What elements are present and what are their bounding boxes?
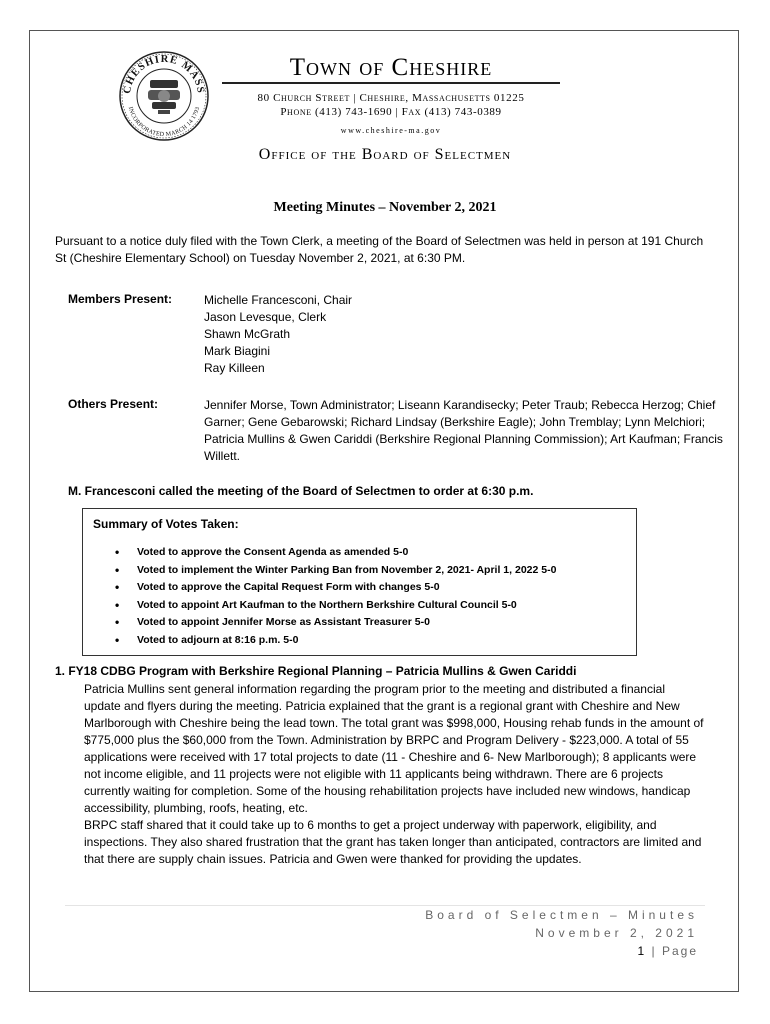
section-heading: 1. FY18 CDBG Program with Berkshire Regional Planning – Patricia Mullins & Gwen Cariddi bbox=[55, 664, 577, 678]
phone-fax-line: Phone (413) 743-1690 | Fax (413) 743-0389 bbox=[280, 106, 502, 118]
meeting-title: Meeting Minutes – November 2, 2021 bbox=[273, 200, 497, 215]
page-label: | Page bbox=[651, 944, 698, 958]
section-paragraph: Patricia Mullins sent general information regarding the program prior to the meeting and distributed a financial update and flyers during the meeting. Patricia explained that the grant is a regional grant with Cheshire and New Marlborough with Cheshire being the lead town. The total grant was $998,000, Housing rehab funds in the amount of $775,000 plus the $60,000 from the Town. Administration by BRPC and Program Delivery - $223,000. A total of 55 applications were received with 17 total projects to date (11 - Cheshire and 6- New Marlborough); 8 applicants were not income eligible, and 11 projects were not eligible with 11 applicants being withdrawn. There are 6 projects currently waiting for completion. Some of the housing rehabilitation projects have included new windows, handicap accessibility, plumbing, roofs, heating, etc. bbox=[84, 682, 704, 815]
section-paragraph: BRPC staff shared that it could take up to 6 months to get a project underway with paperwork, eligibility, and inspections. They also shared frustration that the grant has taken longer than anticipated, contractors are limited and that there are supply chain issues. Patricia and Gwen were thanked for providing the updates. bbox=[84, 818, 702, 866]
intro-paragraph: Pursuant to a notice duly filed with the Town Clerk, a meeting of the Board of Selectmen was held in person at 191 Church St (Cheshire Elementary School) on Tuesday November 2, 2021, at 6:30 PM. bbox=[55, 234, 704, 265]
page-number bbox=[637, 944, 698, 958]
others-label: Others Present: bbox=[68, 397, 159, 411]
member-name: Jason Levesque, Clerk bbox=[204, 310, 327, 324]
vote-item: • Voted to appoint Art Kaufman to the Northern Berkshire Cultural Council 5-0 bbox=[115, 597, 556, 615]
footer-rule bbox=[65, 905, 705, 906]
call-to-order: M. Francesconi called the meeting of the Board of Selectmen to order at 6:30 p.m. bbox=[68, 484, 534, 498]
footer-title: Board of Selectmen – Minutes bbox=[425, 908, 698, 922]
votes-title: Summary of Votes Taken: bbox=[93, 517, 239, 531]
address-line: 80 Church Street | Cheshire, Massachusetts 01225 bbox=[257, 92, 525, 104]
page-number-value: 1 bbox=[637, 944, 647, 958]
vote-item: • Voted to approve the Capital Request Form with changes 5-0 bbox=[115, 579, 556, 597]
vote-item: • Voted to approve the Consent Agenda as amended 5-0 bbox=[115, 544, 556, 562]
vote-item: • Voted to appoint Jennifer Morse as Assistant Treasurer 5-0 bbox=[115, 614, 556, 632]
member-name: Michelle Francesconi, Chair bbox=[204, 293, 353, 307]
header-rule bbox=[222, 82, 560, 84]
others-list: Jennifer Morse, Town Administrator; Liseann Karandisecky; Peter Traub; Rebecca Herzog; Chief Garner; Gene Gebarowski; Richard Lindsay (Berkshire Eagle); John Tremblay; Lynn Melchiori; Patricia Mullins & Gwen Cariddi (Berkshire Regional Planning Commission); Art Kaufman; Francis Willett. bbox=[204, 398, 723, 463]
members-label: Members Present: bbox=[68, 292, 173, 306]
votes-summary-box bbox=[82, 508, 637, 656]
vote-item: • Voted to implement the Winter Parking Ban from November 2, 2021- April 1, 2022 5-0 bbox=[115, 562, 556, 580]
votes-list bbox=[115, 544, 556, 650]
svg-text:CHESHIRE MASS: CHESHIRE MASS bbox=[121, 53, 207, 95]
member-name: Mark Biagini bbox=[204, 344, 271, 358]
office-title: Office of the Board of Selectmen bbox=[258, 146, 512, 163]
town-seal bbox=[118, 50, 210, 142]
website-link[interactable]: www.cheshire-ma.gov bbox=[340, 126, 442, 135]
town-title: Town of Cheshire bbox=[289, 54, 493, 81]
member-name: Shawn McGrath bbox=[204, 327, 291, 341]
section-body bbox=[84, 681, 704, 868]
footer-date: November 2, 2021 bbox=[535, 926, 698, 940]
vote-item: • Voted to adjourn at 8:16 p.m. 5-0 bbox=[115, 632, 556, 650]
svg-text:INCORPORATED MARCH 14 1793: INCORPORATED MARCH 14 1793 bbox=[126, 106, 202, 139]
member-name: Ray Killeen bbox=[204, 361, 265, 375]
members-list bbox=[204, 292, 724, 377]
